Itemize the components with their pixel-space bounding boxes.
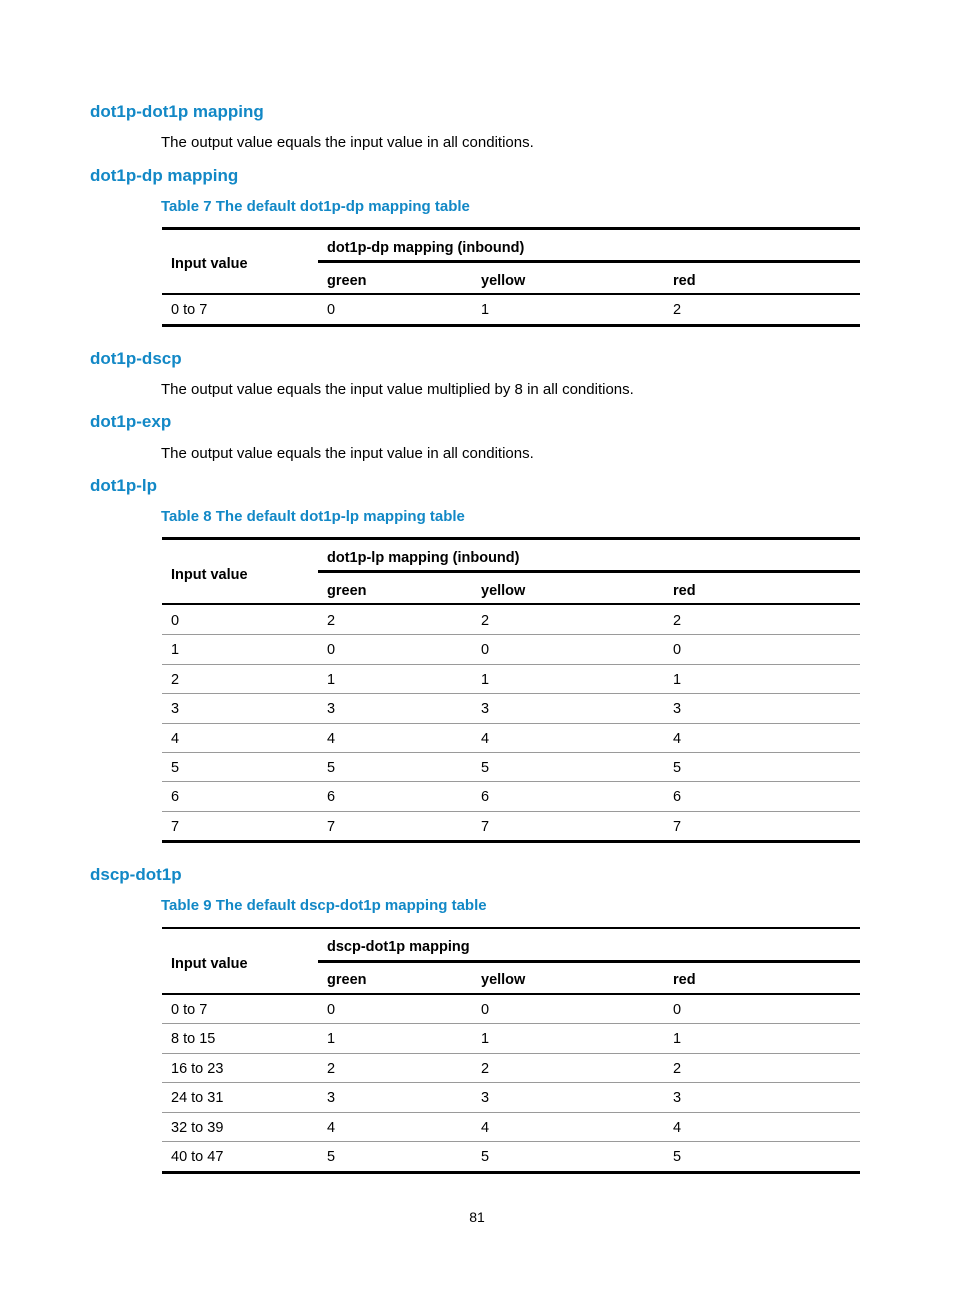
cell-yellow: 0: [481, 1002, 490, 1018]
cell-input: 5: [171, 760, 180, 776]
row-divider: [162, 693, 860, 694]
header-bottom-rule: [162, 603, 860, 605]
cell-yellow: 1: [481, 302, 490, 318]
header-yellow: yellow: [481, 972, 526, 988]
cell-green: 2: [327, 1061, 336, 1077]
cell-green: 3: [327, 701, 336, 717]
row-divider: [162, 752, 860, 753]
cell-input: 4: [171, 731, 180, 747]
table-bottom-rule: [162, 324, 860, 327]
table-caption-9: Table 9 The default dscp-dot1p mapping table: [161, 897, 487, 914]
cell-red: 3: [673, 1090, 682, 1106]
section-heading-dot1p-dot1p: dot1p-dot1p mapping: [90, 102, 264, 121]
header-bottom-rule: [162, 293, 860, 295]
cell-yellow: 2: [481, 613, 490, 629]
section-text-dot1p-exp: The output value equals the input value in all conditions.: [161, 445, 534, 462]
cell-yellow: 7: [481, 819, 490, 835]
cell-red: 5: [673, 1149, 682, 1165]
cell-yellow: 5: [481, 760, 490, 776]
section-heading-dot1p-dp: dot1p-dp mapping: [90, 166, 239, 185]
cell-input: 0 to 7: [171, 1002, 208, 1018]
cell-red: 1: [673, 1031, 682, 1047]
header-yellow: yellow: [481, 273, 526, 289]
cell-red: 4: [673, 731, 682, 747]
header-input-value: Input value: [171, 567, 248, 583]
table-bottom-rule: [162, 1171, 860, 1174]
cell-input: 32 to 39: [171, 1120, 224, 1136]
row-divider: [162, 1023, 860, 1024]
cell-input: 0 to 7: [171, 302, 208, 318]
cell-yellow: 0: [481, 642, 490, 658]
header-bottom-rule: [162, 993, 860, 995]
cell-yellow: 1: [481, 1031, 490, 1047]
section-text-dot1p-dscp: The output value equals the input value multiplied by 8 in all conditions.: [161, 381, 634, 398]
cell-yellow: 4: [481, 1120, 490, 1136]
row-divider: [162, 1141, 860, 1142]
cell-input: 8 to 15: [171, 1031, 216, 1047]
table-9: [162, 927, 860, 1175]
header-group: dot1p-lp mapping (inbound): [327, 550, 520, 566]
cell-green: 5: [327, 760, 336, 776]
row-divider: [162, 1112, 860, 1113]
table-caption-8: Table 8 The default dot1p-lp mapping table: [161, 508, 465, 525]
header-input-value: Input value: [171, 256, 248, 272]
header-sub-rule: [318, 960, 860, 963]
cell-input: 1: [171, 642, 180, 658]
header-group: dot1p-dp mapping (inbound): [327, 240, 525, 256]
cell-green: 6: [327, 789, 336, 805]
cell-green: 0: [327, 1002, 336, 1018]
cell-yellow: 2: [481, 1061, 490, 1077]
row-divider: [162, 1082, 860, 1083]
cell-green: 4: [327, 1120, 336, 1136]
table-top-rule: [162, 537, 860, 540]
row-divider: [162, 1053, 860, 1054]
row-divider: [162, 723, 860, 724]
cell-red: 4: [673, 1120, 682, 1136]
row-divider: [162, 664, 860, 665]
cell-green: 3: [327, 1090, 336, 1106]
cell-red: 0: [673, 642, 682, 658]
cell-red: 1: [673, 672, 682, 688]
section-text-dot1p-dot1p: The output value equals the input value in all conditions.: [161, 134, 534, 151]
header-sub-rule: [318, 570, 860, 573]
cell-input: 0: [171, 613, 180, 629]
section-heading-dot1p-lp: dot1p-lp: [90, 476, 158, 495]
table-caption-7: Table 7 The default dot1p-dp mapping table: [161, 198, 470, 215]
cell-yellow: 3: [481, 1090, 490, 1106]
row-divider: [162, 811, 860, 812]
section-heading-dscp-dot1p: dscp-dot1p: [90, 865, 182, 884]
cell-green: 0: [327, 642, 336, 658]
cell-yellow: 1: [481, 672, 490, 688]
cell-red: 3: [673, 701, 682, 717]
header-green: green: [327, 972, 367, 988]
cell-input: 7: [171, 819, 180, 835]
cell-input: 2: [171, 672, 180, 688]
table-top-rule: [162, 227, 860, 230]
cell-green: 1: [327, 1031, 336, 1047]
section-heading-dot1p-exp: dot1p-exp: [90, 412, 172, 431]
cell-red: 2: [673, 302, 682, 318]
cell-yellow: 3: [481, 701, 490, 717]
header-red: red: [673, 583, 696, 599]
cell-red: 5: [673, 760, 682, 776]
cell-red: 2: [673, 1061, 682, 1077]
cell-green: 5: [327, 1149, 336, 1165]
header-green: green: [327, 583, 367, 599]
cell-input: 16 to 23: [171, 1061, 224, 1077]
cell-red: 0: [673, 1002, 682, 1018]
cell-yellow: 4: [481, 731, 490, 747]
cell-green: 0: [327, 302, 336, 318]
header-group: dscp-dot1p mapping: [327, 939, 470, 955]
cell-input: 24 to 31: [171, 1090, 224, 1106]
header-green: green: [327, 273, 367, 289]
cell-red: 2: [673, 613, 682, 629]
section-heading-dot1p-dscp: dot1p-dscp: [90, 349, 182, 368]
cell-green: 2: [327, 613, 336, 629]
header-yellow: yellow: [481, 583, 526, 599]
header-sub-rule: [318, 260, 860, 263]
table-bottom-rule: [162, 840, 860, 843]
row-divider: [162, 781, 860, 782]
table-7: [162, 227, 860, 328]
cell-yellow: 5: [481, 1149, 490, 1165]
page-number: 81: [469, 1209, 485, 1225]
cell-green: 1: [327, 672, 336, 688]
row-divider: [162, 634, 860, 635]
header-red: red: [673, 273, 696, 289]
cell-input: 6: [171, 789, 180, 805]
cell-green: 7: [327, 819, 336, 835]
header-red: red: [673, 972, 696, 988]
cell-red: 6: [673, 789, 682, 805]
cell-green: 4: [327, 731, 336, 747]
table-top-rule: [162, 927, 860, 929]
cell-input: 3: [171, 701, 180, 717]
header-input-value: Input value: [171, 956, 248, 972]
cell-input: 40 to 47: [171, 1149, 224, 1165]
cell-yellow: 6: [481, 789, 490, 805]
table-8: [162, 537, 860, 845]
cell-red: 7: [673, 819, 682, 835]
